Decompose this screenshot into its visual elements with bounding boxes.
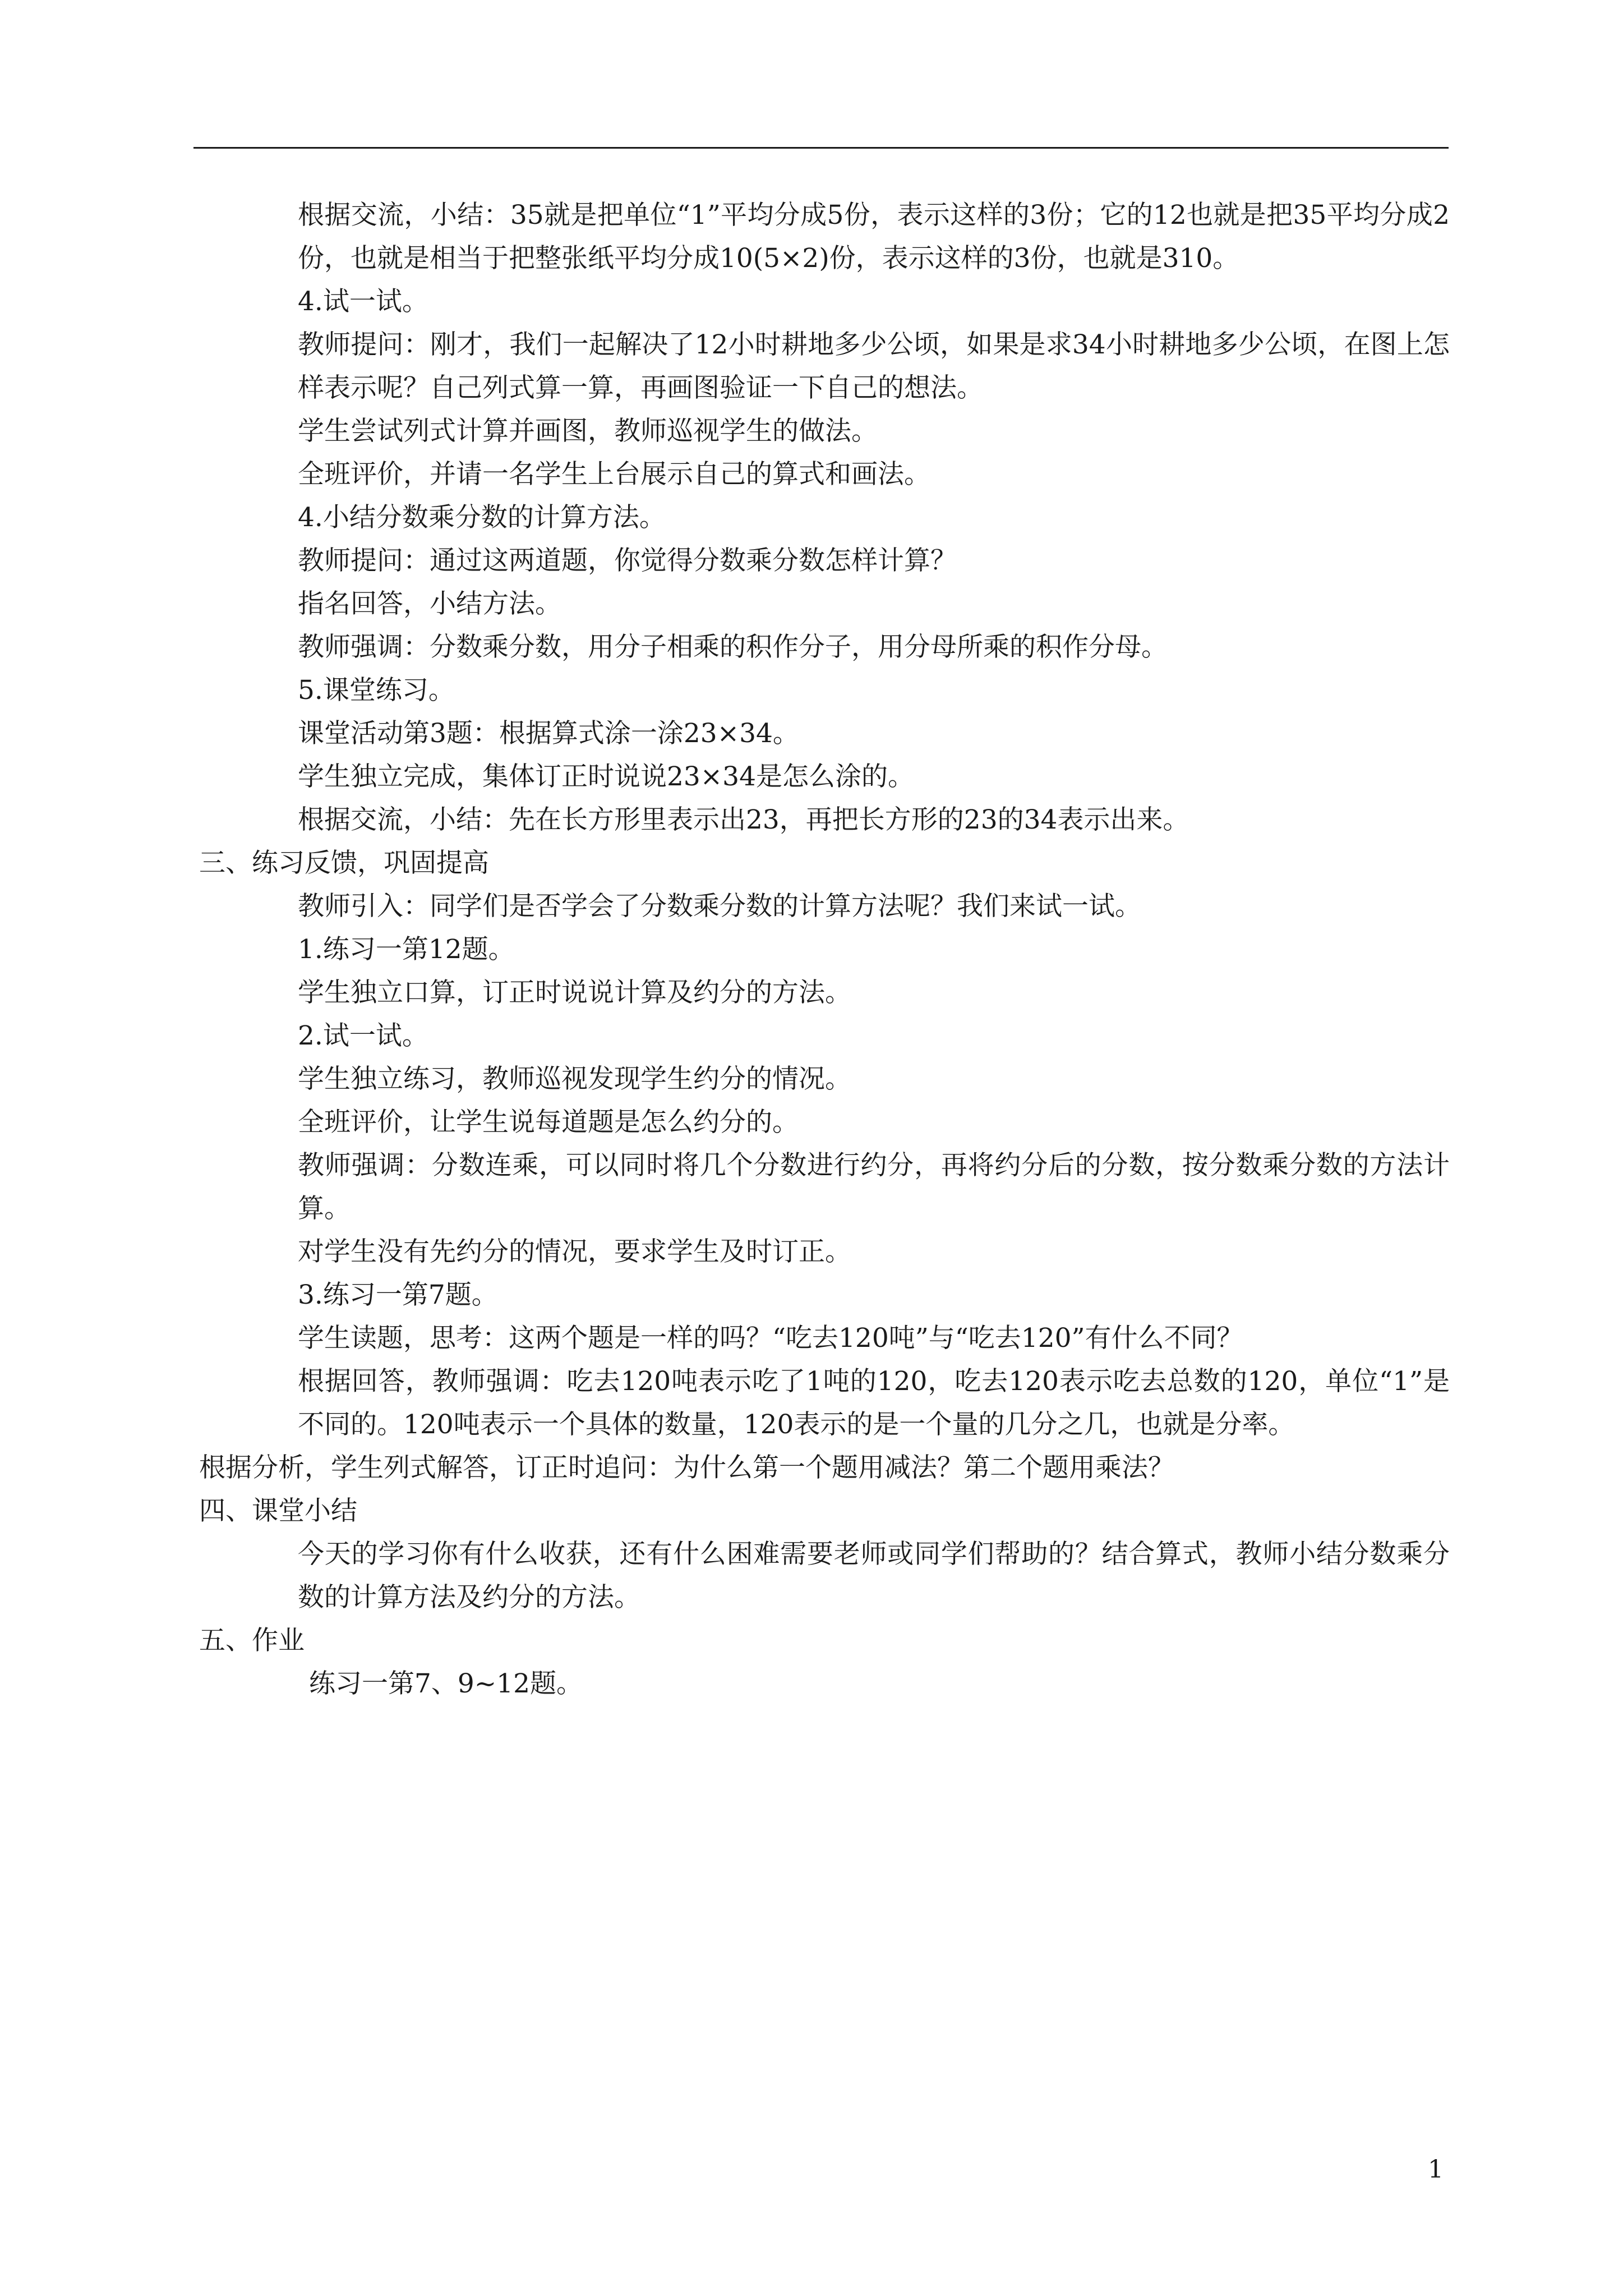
paragraph: 学生独立口算，订正时说说计算及约分的方法。 <box>298 977 851 1008</box>
paragraph: 学生读题，思考：这两个题是一样的吗？“吃去120吨”与“吃去120”有什么不同？ <box>298 1323 1243 1354</box>
page-number: 1 <box>1428 2155 1444 2184</box>
paragraph: 教师提问：刚才，我们一起解决了12小时耕地多少公顷，如果是求34小时耕地多少公顷，在图上怎样表示呢？自己列式算一算，再画图验证一下自己的想法。 <box>298 329 1450 403</box>
paragraph: 教师强调：分数连乘，可以同时将几个分数进行约分，再将约分后的分数，按分数乘分数的方法计算。 <box>298 1150 1450 1224</box>
paragraph: 指名回答，小结方法。 <box>298 588 561 619</box>
paragraph: 4.试一试。 <box>298 286 428 317</box>
paragraph: 根据分析，学生列式解答，订正时追问：为什么第一个题用减法？第二个题用乘法？ <box>199 1452 1174 1483</box>
paragraph: 全班评价，让学生说每道题是怎么约分的。 <box>298 1107 799 1138</box>
paragraph: 教师提问：通过这两道题，你觉得分数乘分数怎样计算？ <box>298 545 957 576</box>
paragraph: 学生独立完成，集体订正时说说23×34是怎么涂的。 <box>298 761 914 792</box>
paragraph: 今天的学习你有什么收获，还有什么困难需要老师或同学们帮助的？结合算式，教师小结分数乘分数的计算方法及约分的方法。 <box>298 1539 1450 1613</box>
paragraph: 教师强调：分数乘分数，用分子相乘的积作分子，用分母所乘的积作分母。 <box>298 632 1168 662</box>
paragraph: 4.小结分数乘分数的计算方法。 <box>298 502 666 533</box>
paragraph: 全班评价，并请一名学生上台展示自己的算式和画法。 <box>298 459 930 490</box>
paragraph: 学生独立练习，教师巡视发现学生约分的情况。 <box>298 1064 851 1094</box>
paragraph: 对学生没有先约分的情况，要求学生及时订正。 <box>298 1236 851 1267</box>
paragraph: 1.练习一第12题。 <box>298 934 515 965</box>
paragraph: 练习一第7、9~12题。 <box>309 1668 583 1699</box>
paragraph: 5.课堂练习。 <box>298 675 455 706</box>
paragraph: 课堂活动第3题：根据算式涂一涂23×34。 <box>298 718 799 749</box>
paragraph: 根据回答，教师强调：吃去120吨表示吃了1吨的120，吃去120表示吃去总数的120，单位“1”是不同的。120吨表示一个具体的数量，120表示的是一个量的几分之几，也就是分率。 <box>298 1366 1450 1440</box>
paragraph: 学生尝试列式计算并画图，教师巡视学生的做法。 <box>298 416 878 447</box>
document-body <box>199 194 1450 1705</box>
section-heading: 四、课堂小结 <box>199 1496 357 1526</box>
paragraph: 根据交流，小结：35就是把单位“1”平均分成5份，表示这样的3份；它的12也就是把35平均分成2份，也就是相当于把整张纸平均分成10(5×2)份，表示这样的3份，也就是310。 <box>298 200 1450 274</box>
paragraph: 根据交流，小结：先在长方形里表示出23，再把长方形的23的34表示出来。 <box>298 804 1189 835</box>
section-heading: 五、作业 <box>199 1625 305 1656</box>
paragraph: 2.试一试。 <box>298 1020 428 1051</box>
section-heading: 三、练习反馈，巩固提高 <box>199 848 489 878</box>
header-rule <box>193 147 1449 149</box>
paragraph: 3.练习一第7题。 <box>298 1280 498 1310</box>
paragraph: 教师引入：同学们是否学会了分数乘分数的计算方法呢？我们来试一试。 <box>298 891 1141 922</box>
